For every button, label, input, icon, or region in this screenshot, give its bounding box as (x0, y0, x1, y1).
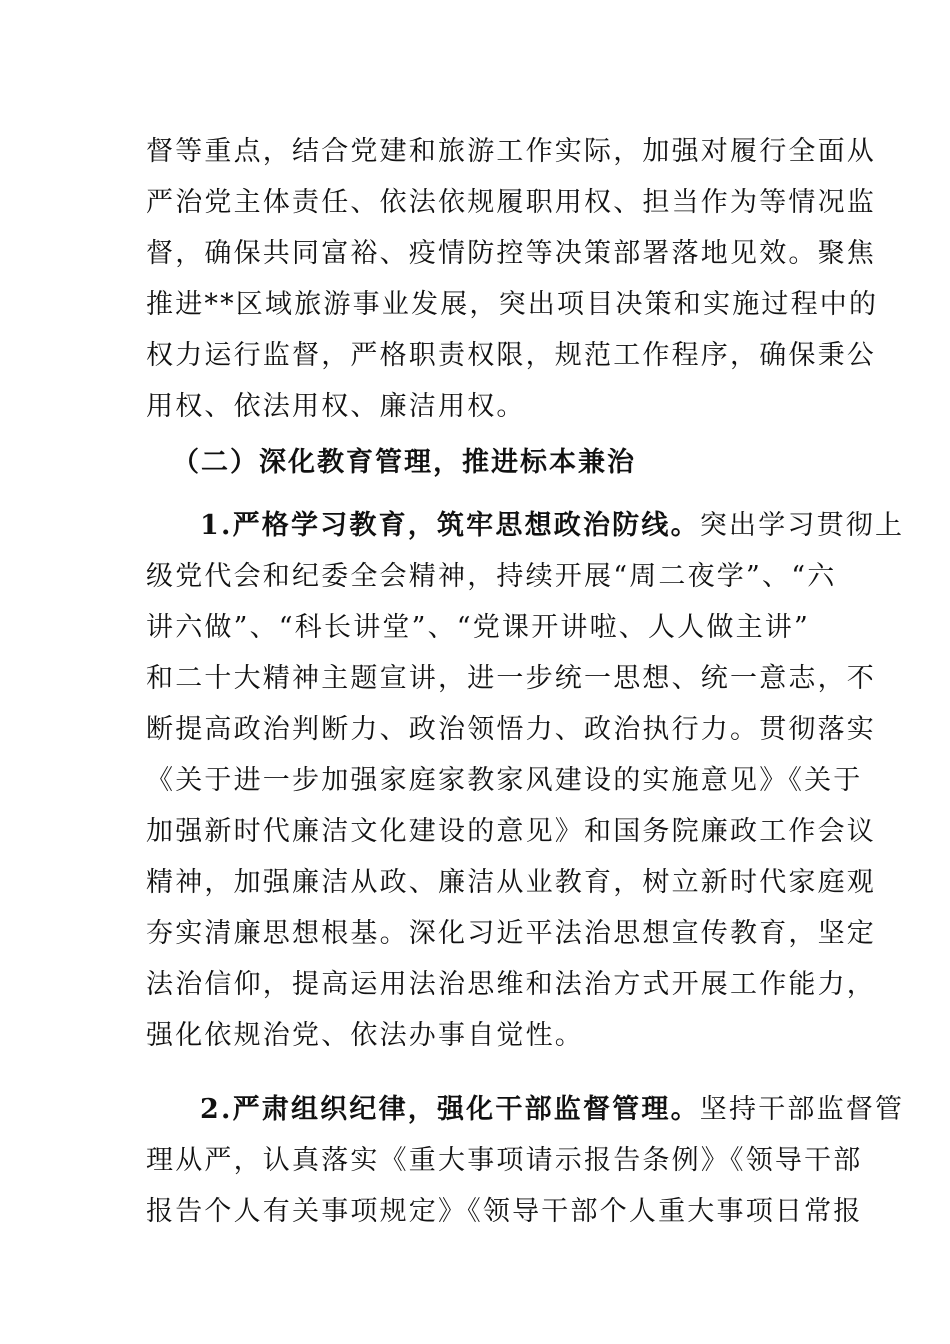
paragraph-line: 强化依规治党、依法办事自觉性。 (146, 1020, 584, 1051)
item2-first-line-text: 坚持干部监督管 (699, 1094, 905, 1125)
paragraph-first-line (146, 1084, 905, 1135)
item1-paragraph (146, 500, 905, 1061)
paragraph-line: 权力运行监督，严格职责权限，规范工作程序，确保秉公 (146, 340, 876, 371)
paragraph-line: 理从严，认真落实《重大事项请示报告条例》《领导干部 (146, 1145, 863, 1176)
paragraph-line: 法治信仰，提高运用法治思维和法治方式开展工作能力， (146, 969, 876, 1000)
section-heading: （二）深化教育管理，推进标本兼治 (172, 447, 636, 478)
paragraph-line: 和二十大精神主题宣讲，进一步统一思想、统一意志，不 (146, 663, 876, 694)
item2-title: 2.严肃组织纪律，强化干部监督管理。 (200, 1094, 700, 1125)
paragraph-line: 用权、依法用权、廉洁用权。 (146, 391, 526, 422)
paragraph-line: 督等重点，结合党建和旅游工作实际，加强对履行全面从 (146, 136, 876, 167)
paragraph-line: 级党代会和纪委全会精神，持续开展“周二夜学”、“六 (146, 561, 837, 592)
paragraph-line: 《关于进一步加强家庭家教家风建设的实施意见》《关于 (146, 765, 863, 796)
paragraph-line: 讲六做”、“科长讲堂”、“党课开讲啦、人人做主讲” (146, 612, 811, 643)
paragraph-line: 推进**区域旅游事业发展，突出项目决策和实施过程中的 (146, 289, 879, 320)
item2-paragraph (146, 1084, 905, 1237)
paragraph-line: 加强新时代廉洁文化建设的意见》和国务院廉政工作会议 (146, 816, 876, 847)
paragraph-line: 督，确保共同富裕、疫情防控等决策部署落地见效。聚焦 (146, 238, 876, 269)
intro-paragraph (146, 126, 879, 432)
paragraph-line: 精神，加强廉洁从政、廉洁从业教育，树立新时代家庭观 (146, 867, 876, 898)
paragraph-line: 夯实清廉思想根基。深化习近平法治思想宣传教育，坚定 (146, 918, 876, 949)
paragraph-line: 严治党主体责任、依法依规履职用权、担当作为等情况监 (146, 187, 876, 218)
paragraph-first-line (146, 500, 905, 551)
paragraph-line: 报告个人有关事项规定》《领导干部个人重大事项日常报 (146, 1196, 863, 1227)
item1-title: 1.严格学习教育，筑牢思想政治防线。 (200, 510, 700, 541)
item1-first-line-text: 突出学习贯彻上 (699, 510, 905, 541)
paragraph-line: 断提高政治判断力、政治领悟力、政治执行力。贯彻落实 (146, 714, 876, 745)
